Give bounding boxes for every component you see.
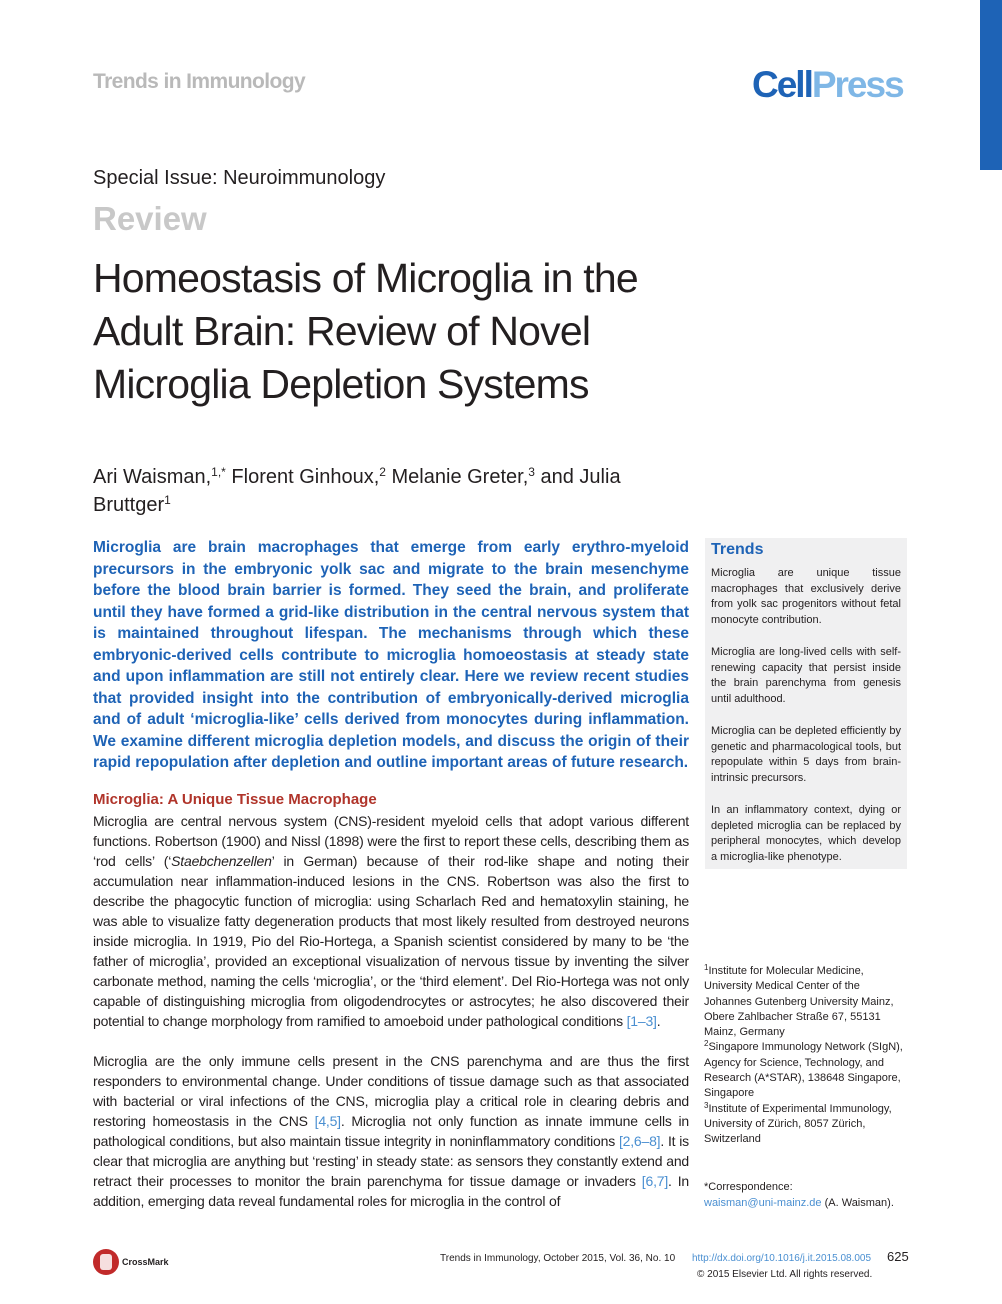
paragraph-text: Microglia are central nervous system (CNS)-resident myeloid cells that adopt various different functions. Robertson (1900) and Nissl (1898) were the first to report these cells, describing them as ‘rod cells’ (‘ [93,813,689,869]
correspondence-line [704,1196,914,1212]
paragraph-text: . Microglia not only function as innate immune cells in pathological conditions, but also maintain tissue integrity in noninflammatory conditions [93,1113,690,1149]
special-issue-label: Special Issue: Neuroimmunology [93,167,386,189]
correspondence-name: (A. Waisman). [821,1196,894,1209]
trends-heading: Trends [711,541,764,558]
affiliation-item [704,1040,909,1101]
affiliation-number: 1 [704,963,709,972]
reference-link[interactable]: [1–3] [626,1013,657,1029]
doi-link[interactable]: http://dx.doi.org/10.1016/j.it.2015.08.005 [692,1253,872,1264]
crossmark-badge[interactable] [93,1249,173,1281]
page-number: 625 [887,1249,909,1264]
affiliation-text: Institute for Molecular Medicine, University Medical Center of the Johannes Gutenberg University Mainz, Obere Zahlbacher Straße 67, 55131 Mainz, Germany [704,965,894,1039]
trends-box [705,538,907,869]
paragraph-text: . In addition, emerging data reveal fundamental roles for microglia in the control of [93,1173,689,1209]
correspondence-label: *Correspondence: [704,1181,793,1193]
paragraph-text: . It is clear that microglia are anything but ‘resting’ in steady state: as sensors they constantly extend and retract their processes to monitor the brain parenchyma for tissue damage or invaders [93,1133,689,1189]
reference-link[interactable]: [2,6–8] [618,1133,661,1149]
trends-item: Microglia are unique tissue macrophages that exclusively derive from yolk sac progenitors without fetal monocyte contribution. [711,567,901,627]
trends-item: Microglia can be depleted efficiently by genetic and pharmacological tools, but repopulate within 5 days from brain-intrinsic precursors. [711,725,901,785]
correspondence [704,1180,914,1211]
author-list [93,463,693,519]
body-paragraph-1 [93,811,689,1031]
edge-tab-bar [980,0,1002,170]
affiliation-item [704,964,909,1040]
article-type-label: Review [93,200,207,237]
author-affiliation-mark: 1,* [211,465,226,479]
paragraph-text: . [656,1013,661,1029]
email-link[interactable]: waisman@uni-mainz.de [704,1196,822,1209]
paragraph-italic: Staebchenzellen [171,853,272,869]
author-name[interactable]: and Julia Bruttger [93,466,621,516]
article-title: Homeostasis of Microglia in the Adult Brain: Review of Novel Microglia Depletion Systems [93,255,638,407]
author-name[interactable]: Florent Ginhoux, [225,466,380,488]
logo-cell: Cell [752,64,812,105]
reference-link[interactable]: [6,7] [641,1173,669,1189]
affiliation-number: 2 [704,1039,709,1049]
crossmark-icon [93,1249,119,1275]
affiliation-number: 3 [704,1100,709,1110]
paragraph-text: ’ in German) because of their rod-like shape and noting their accumulation near inflammation-induced lesions in the CNS. Robertson was also the first to describe the phagocytic function of microglia: using Scharlach Red and hematoxylin staining, he was able to visualize fatty degeneration products that most likely resulted from destroyed neurons inside microglia. In 1919, Pio del Rio-Hortega, a Spanish scientist considered by many to be ‘the father of microglia’, provided an exceptional visualization of nervous tissue by inventing the silver carbonate method, naming the cells ‘microglia’, or the ‘third element’. Del Rio-Hortega was not only capable of distinguishing microglia from oligodendrocytes or astrocytes; he also discovered their potential to change morphology from ramified to amoeboid under pathological conditions [93,853,689,1029]
reference-link[interactable]: [4,5] [314,1113,341,1129]
trends-item: In an inflammatory context, dying or depleted microglia can be replaced by peripheral monocytes, which develop a microglia-like phenotype. [711,804,901,864]
author-name[interactable]: Melanie Greter, [385,466,529,488]
affiliation-text: Institute of Experimental Immunology, University of Zürich, 8057 Zürich, Switzerland [704,1102,892,1146]
trends-item: Microglia are long-lived cells with self-renewing capacity that persist inside the brain parenchyma from genesis until adulthood. [711,646,901,706]
author-affiliation-mark: 3 [528,465,535,479]
section-heading: Microglia: A Unique Tissue Macrophage [93,791,377,808]
body-paragraph-2 [93,1051,689,1211]
crossmark-label: CrossMark [122,1257,169,1267]
author-name[interactable]: Ari Waisman, [93,466,212,488]
affiliations [704,964,909,1148]
journal-name: Trends in Immunology [93,70,306,93]
affiliation-item [704,1102,909,1148]
copyright-notice: © 2015 Elsevier Ltd. All rights reserved. [697,1269,873,1280]
author-affiliation-mark: 1 [164,493,171,507]
abstract: Microglia are brain macrophages that emerge from early erythro-myeloid precursors in the embryonic yolk sac and migrate to the brain mesenchyme before the blood brain barrier is formed. They seed the brain, and proliferate until they have formed a grid-like distribution in the central nervous system that is maintained throughout lifespan. The mechanisms through which these embryonic-derived cells contribute to microglia homoeostasis at steady state and upon inflammation are still not entirely clear. Here we review recent studies that provided insight into the contribution of embryonically-derived microglia and of adult ‘microglia-like’ cells derived from monocytes during inflammation. We examine different microglia depletion models, and discuss the origin of their rapid repopulation after depletion and outline important areas of future research. [93,539,689,771]
paragraph-text: Microglia are the only immune cells present in the CNS parenchyma and are thus the first responders to environmental change. Under conditions of tissue damage such as that associated with bacterial or viral infections of the CNS, microglia play a critical role in clearing debris and restoring homeostasis in the CNS [93,1053,689,1129]
affiliation-text: Singapore Immunology Network (SIgN), Agency for Science, Technology, and Research (A*STAR), 138648 Singapore, Singapore [704,1041,903,1100]
footer-citation: Trends in Immunology, October 2015, Vol. 36, No. 10 [440,1253,676,1264]
cellpress-logo[interactable] [752,64,903,106]
logo-press: Press [811,64,903,105]
author-affiliation-mark: 2 [379,465,386,479]
